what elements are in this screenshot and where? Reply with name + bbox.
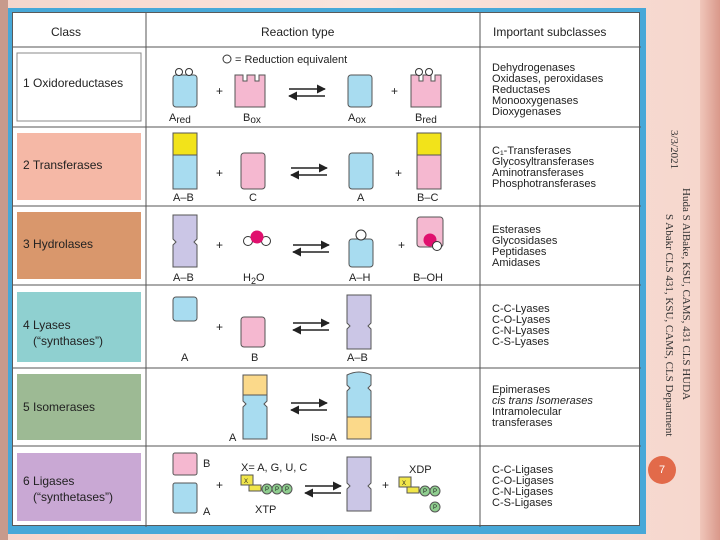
svg-text:Glycosyltransferases: Glycosyltransferases: [492, 156, 595, 168]
svg-text:B: B: [203, 458, 211, 470]
svg-text:Box: Box: [243, 112, 261, 126]
svg-text:H2O: $H_2O$: [243, 272, 265, 286]
header-reaction-type: Reaction type: [261, 25, 335, 39]
svg-text:(“synthetases”): (“synthetases”): [33, 490, 114, 504]
svg-text:+: +: [382, 478, 390, 492]
svg-text:+: +: [216, 478, 224, 492]
svg-text:Epimerases: Epimerases: [492, 384, 551, 396]
subclasses-2: [492, 145, 596, 190]
class-name: Oxidoreductases: [33, 76, 124, 90]
svg-text:Aox: Aox: [348, 112, 366, 126]
svg-text:A: A: [357, 192, 365, 204]
svg-text:+: +: [216, 166, 224, 180]
svg-text:C-N-Lyases: C-N-Lyases: [492, 325, 550, 337]
svg-text:XTP: XTP: [255, 504, 277, 516]
reaction-ligase: [173, 453, 440, 518]
svg-text:B–C: B–C: [417, 192, 439, 204]
author-line-2: S Abakr CLS 431, KSU, CAMS, CLS Department: [663, 214, 675, 437]
svg-text:6 Ligases: 6 Ligases: [23, 474, 75, 488]
svg-text:C₁-Transferases: C₁-Transferases: [492, 145, 572, 157]
svg-text:2 Transferases: 2 Transferases: [23, 158, 103, 172]
header-class: Class: [51, 25, 82, 39]
svg-text:Ared: Ared: [169, 112, 191, 126]
svg-text:5 Isomerases: 5 Isomerases: [23, 400, 96, 414]
svg-text:Dioxygenases: Dioxygenases: [492, 106, 562, 118]
svg-text:Peptidases: Peptidases: [492, 246, 547, 258]
plus-sign: +: [216, 84, 224, 98]
svg-text:A–B: A–B: [347, 352, 368, 364]
enzyme-class-table: [12, 12, 640, 526]
svg-text:C-N-Ligases: C-N-Ligases: [492, 486, 554, 498]
svg-text:C-O-Lyases: C-O-Lyases: [492, 314, 551, 326]
svg-text:X= A, G, U, C: X= A, G, U, C: [241, 462, 308, 474]
enzyme-table-svg: [13, 13, 641, 527]
class-name: Lyases: [33, 318, 71, 332]
svg-text:P: P: [284, 487, 290, 493]
svg-text:4 Lyases: 4 Lyases: [23, 318, 71, 332]
svg-text:C-O-Ligases: C-O-Ligases: [492, 475, 554, 487]
slide-date: 3/3/2021: [668, 130, 680, 170]
slide-right-edge: [700, 0, 720, 540]
class-cell-2: [17, 133, 141, 200]
svg-text:Esterases: Esterases: [492, 224, 541, 236]
svg-text:(“synthases”): (“synthases”): [33, 334, 104, 348]
svg-text:Glycosidases: Glycosidases: [492, 235, 558, 247]
reaction-hydrolase: [173, 215, 443, 286]
svg-text:Phosphotransferases: Phosphotransferases: [492, 178, 596, 190]
svg-text:C: C: [249, 192, 257, 204]
svg-text:cis trans Isomerases: cis trans Isomerases: [492, 395, 593, 407]
svg-text:transferases: transferases: [492, 417, 553, 429]
svg-text:P: P: [274, 487, 280, 493]
class-cell-1: [17, 53, 141, 121]
reaction-transferase: [173, 133, 441, 204]
svg-text:XDP: XDP: [409, 464, 432, 476]
svg-text:A–H: A–H: [349, 272, 371, 284]
svg-text:C-C-Lyases: C-C-Lyases: [492, 303, 550, 315]
subclasses-5: [492, 384, 593, 429]
svg-text:+: +: [216, 238, 224, 252]
svg-text:3 Hydrolases: 3 Hydrolases: [23, 237, 94, 251]
subclasses-1: [492, 62, 604, 118]
page-number-badge: 7: [648, 456, 676, 484]
reaction-lyase: [173, 295, 371, 364]
author-line-1: Huda S AlBake, KSU, CAMS, 431 CLS HUDA: [680, 188, 692, 401]
class-name: Isomerases: [33, 400, 96, 414]
svg-text:= Reduction equivalent: = Reduction equivalent: [235, 54, 348, 66]
svg-text:+: +: [398, 238, 406, 252]
svg-text:C-S-Lyases: C-S-Lyases: [492, 336, 550, 348]
class-cell-3: [17, 212, 141, 279]
svg-text:C-S-Ligases: C-S-Ligases: [492, 497, 553, 509]
header-subclasses: Important subclasses: [493, 25, 607, 39]
reduction-equivalent-legend: [223, 54, 347, 66]
class-name: Ligases: [33, 474, 75, 488]
svg-text:Dehydrogenases: Dehydrogenases: [492, 62, 576, 74]
class-cell-5: [17, 374, 141, 440]
svg-text:A–B: A–B: [173, 192, 194, 204]
svg-text:1 Oxidoreductases: [23, 76, 123, 90]
svg-text:Amidases: Amidases: [492, 257, 541, 269]
svg-text:P: P: [432, 505, 438, 511]
reaction-isomerase: [229, 372, 371, 444]
subclasses-6: [492, 464, 554, 509]
class-cell-4: [17, 292, 141, 362]
svg-text:P: P: [264, 487, 270, 493]
plus-sign: +: [391, 84, 399, 98]
svg-text:A: A: [229, 432, 237, 444]
svg-text:Intramolecular: Intramolecular: [492, 406, 562, 418]
class-name: Transferases: [32, 158, 103, 172]
svg-text:B–OH: B–OH: [413, 272, 443, 284]
svg-text:P: P: [432, 489, 438, 495]
subclasses-3: [492, 224, 558, 269]
svg-text:Iso-A: Iso-A: [311, 432, 337, 444]
svg-text:A: A: [203, 506, 211, 518]
svg-text:Aminotransferases: Aminotransferases: [492, 167, 584, 179]
svg-text:Monooxygenases: Monooxygenases: [492, 95, 579, 107]
svg-text:Reductases: Reductases: [492, 84, 551, 96]
svg-text:+: +: [395, 166, 403, 180]
svg-text:P: P: [422, 489, 428, 495]
slide-left-edge: [0, 0, 8, 540]
svg-text:Bred: Bred: [415, 112, 437, 126]
class-name: Hydrolases: [33, 237, 94, 251]
svg-text:A–B: A–B: [173, 272, 194, 284]
class-cell-6: [17, 453, 141, 521]
svg-text:+: +: [216, 320, 224, 334]
reaction-oxidoreductase: [169, 69, 441, 127]
svg-text:X: X: [243, 479, 249, 485]
svg-text:X: X: [401, 481, 407, 487]
svg-text:A: A: [181, 352, 189, 364]
svg-text:B: B: [251, 352, 259, 364]
svg-text:C-C-Ligases: C-C-Ligases: [492, 464, 554, 476]
svg-text:Oxidases, peroxidases: Oxidases, peroxidases: [492, 73, 604, 85]
class-number: 1: [23, 76, 30, 90]
subclasses-4: [492, 303, 551, 348]
